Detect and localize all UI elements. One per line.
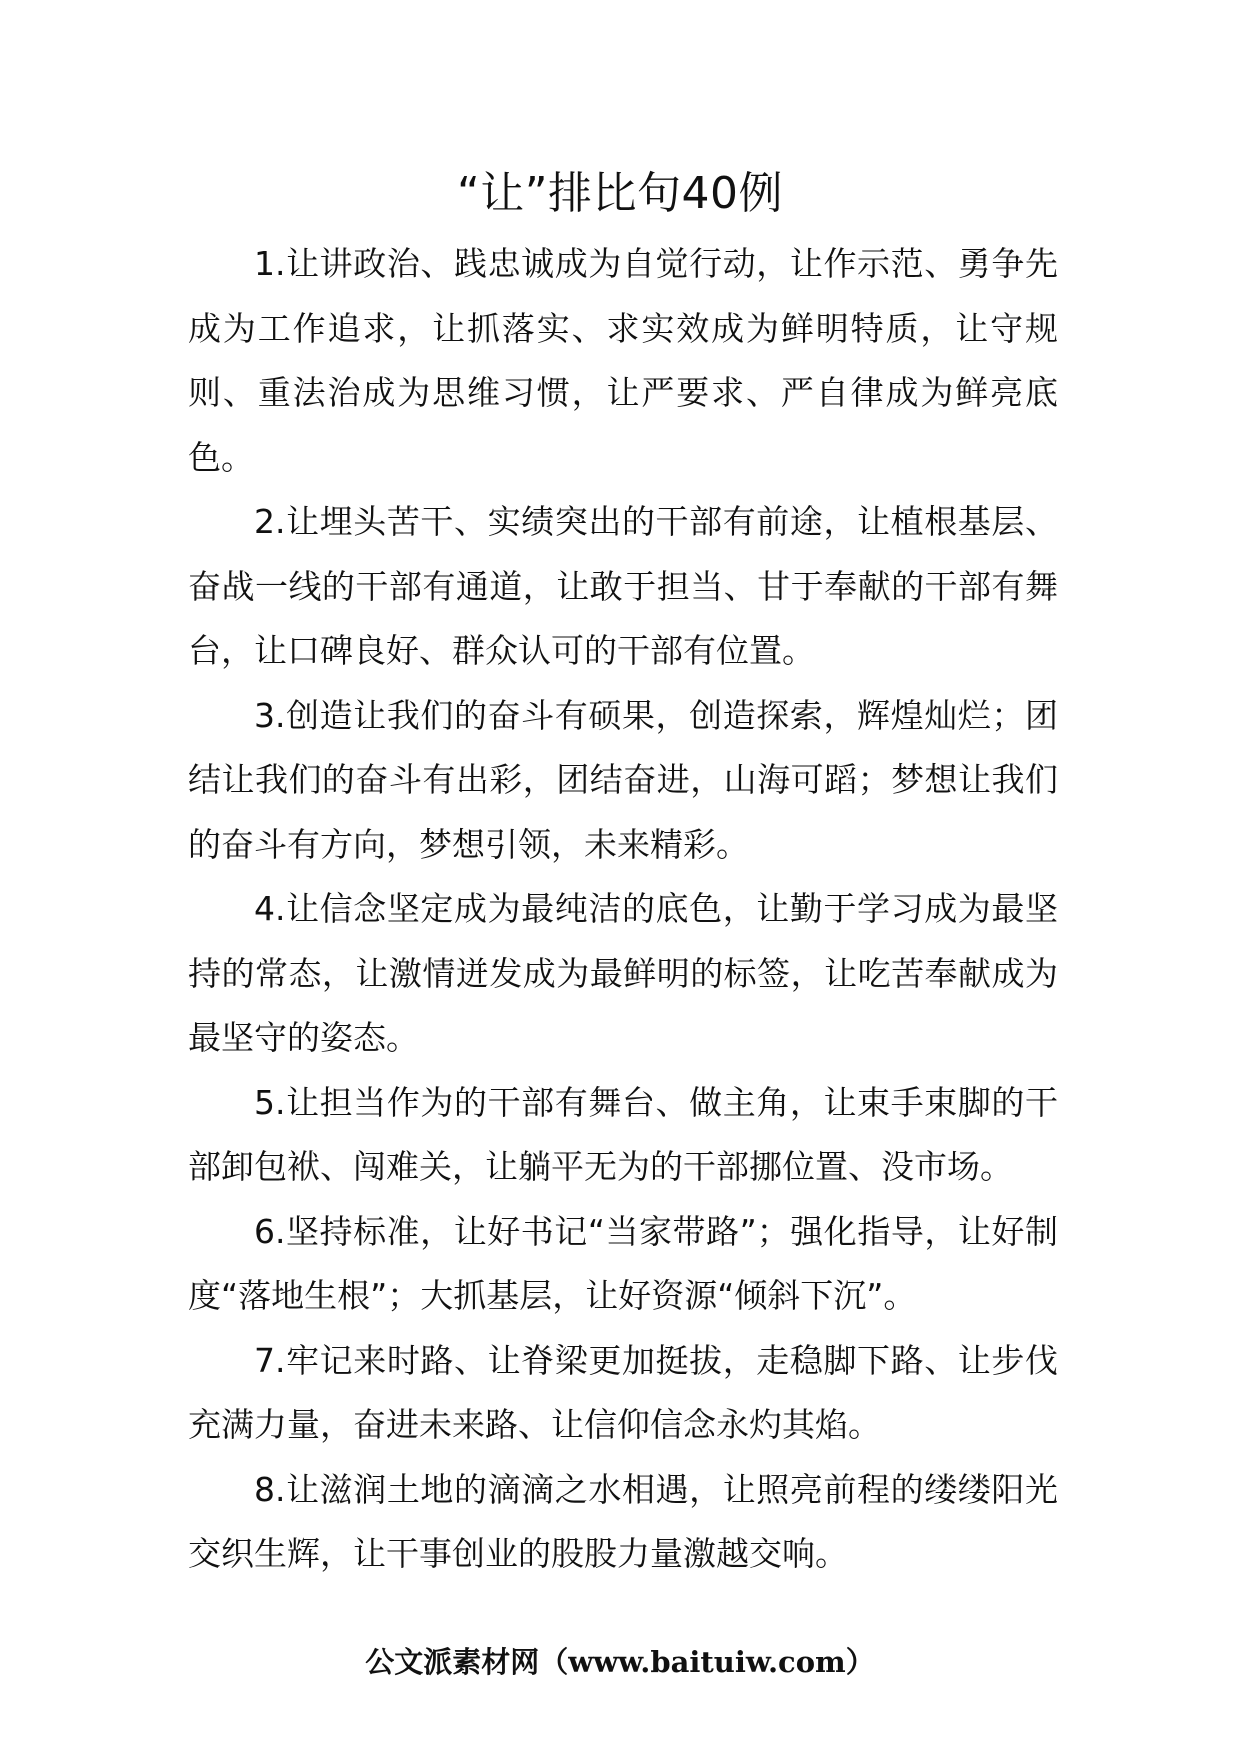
paragraph-2: 2.让埋头苦干、实绩突出的干部有前途，让植根基层、奋战一线的干部有通道，让敢于担当、甘于奉献的干部有舞台，让口碑良好、群众认可的干部有位置。 (188, 502, 1058, 670)
paragraph-6: 6.坚持标准，让好书记“当家带路”；强化指导，让好制度“落地生根”；大抓基层，让好资源“倾斜下沉”。 (188, 1211, 1058, 1315)
document-title: “让”排比句40例 (456, 168, 784, 219)
paragraph-8: 8.让滋润土地的滴滴之水相遇，让照亮前程的缕缕阳光交织生辉，让干事创业的股股力量激越交响。 (188, 1469, 1058, 1573)
paragraph-7: 7.牢记来时路、让脊梁更加挺拔，走稳脚下路、让步伐充满力量，奋进未来路、让信仰信念永灼其焰。 (188, 1340, 1058, 1444)
paragraph-3: 3.创造让我们的奋斗有硕果，创造探索，辉煌灿烂；团结让我们的奋斗有出彩，团结奋进，山海可蹈；梦想让我们的奋斗有方向，梦想引领，未来精彩。 (188, 695, 1058, 864)
footer-source-watermark: 公文派素材网（www.baituiw.com） (365, 1645, 875, 1679)
document-body (188, 232, 1058, 1587)
paragraph-1: 1.让讲政治、践忠诚成为自觉行动，让作示范、勇争先成为工作追求，让抓落实、求实效成为鲜明特质，让守规则、重法治成为思维习惯，让严要求、严自律成为鲜亮底色。 (188, 244, 1058, 477)
paragraph-4: 4.让信念坚定成为最纯洁的底色，让勤于学习成为最坚持的常态，让激情迸发成为最鲜明的标签，让吃苦奉献成为最坚守的姿态。 (188, 889, 1058, 1057)
paragraph-5: 5.让担当作为的干部有舞台、做主角，让束手束脚的干部卸包袱、闯难关，让躺平无为的干部挪位置、没市场。 (188, 1082, 1058, 1186)
